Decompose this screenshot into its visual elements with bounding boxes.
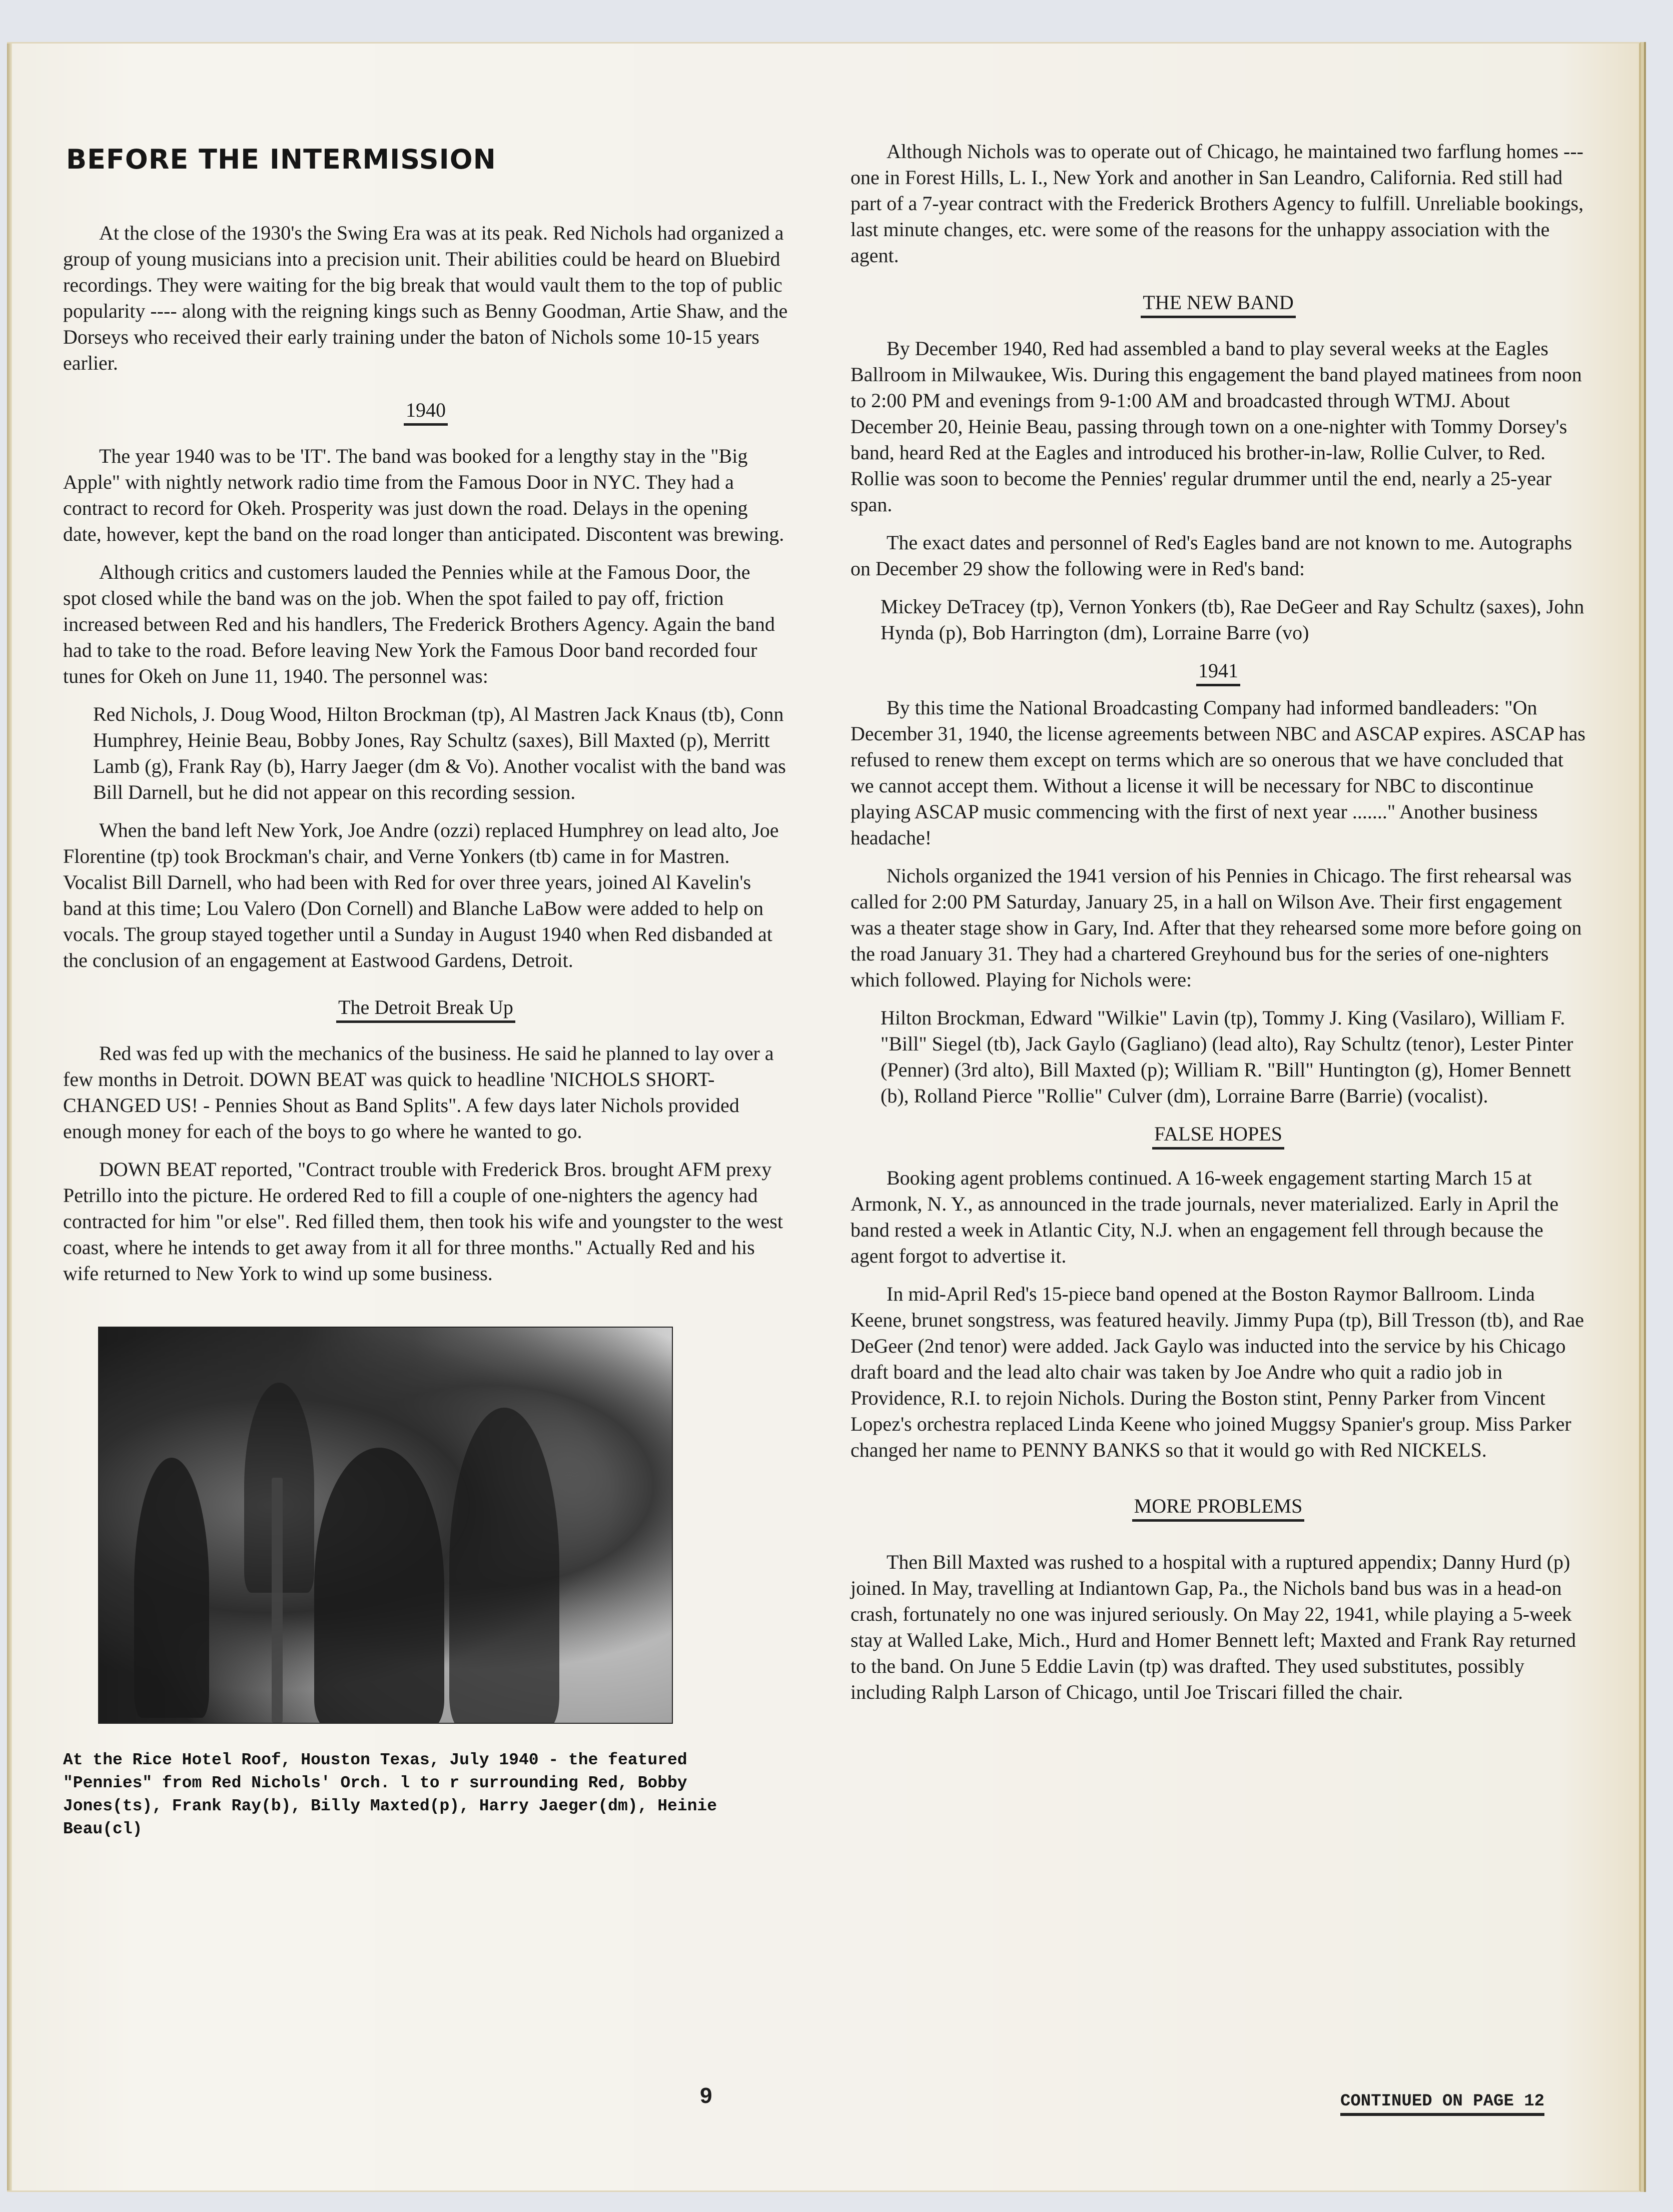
section-heading-more-problems: MORE PROBLEMS: [851, 1493, 1586, 1519]
paragraph: By this time the National Broadcasting Company had informed bandleaders: "On December 31, 1940, the license agreements between NBC and ASCAP expires. ASCAP has refused to renew them except on terms which are so onerous that we have concluded that we cannot accept them. Without a license it will be necessary for NBC to discontinue playing ASCAP music commencing with the first of next year ......." Another business headache!: [851, 696, 1585, 849]
microphone-stand: [272, 1478, 283, 1723]
right-column: [851, 139, 1586, 1717]
intro-paragraph: At the close of the 1930's the Swing Era was at its peak. Red Nichols had organized a group of young musicians into a precision unit. Their abilities could be heard on Bluebird recordings. They were waiting for the big break that would vault them to the top of public popularity ---- along with the reigning kings such as Benny Goodman, Artie Shaw, and the Dorseys who received their early training under the baton of Nichols some 10-15 years earlier.: [63, 222, 788, 374]
paragraph: Although Nichols was to operate out of Chicago, he maintained two farflung homes --- one in Forest Hills, L. I., New York and another in San Leandro, California. Red still had part of a 7-year contract with the Frederick Brothers Agency to fulfill. Unreliable bookings, last minute changes, etc. were some of the reasons for the unhappy association with the agent.: [851, 140, 1584, 267]
paragraph: The exact dates and personnel of Red's Eagles band are not known to me. Autographs on December 29 show the following were in Red's band:: [851, 531, 1572, 580]
photo-figure: [134, 1458, 209, 1718]
personnel-list: Hilton Brockman, Edward "Wilkie" Lavin (tp), Tommy J. King (Vasilaro), William F. "Bill" Siegel (tb), Jack Gaylo (Gagliano) (lead alto), Ray Schultz (tenor), Lester Pinter (Penner) (3rd alto), Bill Maxted (p); William R. "Bill" Huntington (g), Homer Bennett (b), Rolland Pierce "Rollie" Culver (dm), Lorraine Barre (Barrie) (vocalist).: [881, 1006, 1573, 1107]
section-heading-1940: 1940: [63, 397, 788, 423]
paragraph: Red was fed up with the mechanics of the business. He said he planned to lay over a few months in Detroit. DOWN BEAT was quick to headline 'NICHOLS SHORT-CHANGED US! - Pennies Shout as Band Splits". A few days later Nichols provided enough money for each of the boys to go where he wanted to go.: [63, 1042, 774, 1143]
paragraph: In mid-April Red's 15-piece band opened at the Boston Raymor Ballroom. Linda Keene, brunet songstress, was featured heavily. Jimmy Pupa (tp), Bill Tresson (tb), and Rae DeGeer (2nd tenor) were added. Jack Gaylo was inducted into the service by his Chicago draft board and the lead alto chair was taken by Joe Andre who quit a radio job in Providence, R.I. to rejoin Nichols. During the Boston stint, Penny Parker from Vincent Lopez's orchestra replaced Linda Keene who joined Muggsy Spanier's group. Miss Parker changed her name to PENNY BANKS so that it would go with Red NICKELS.: [851, 1283, 1584, 1461]
magazine-page: [7, 42, 1641, 2192]
section-heading-detroit: The Detroit Break Up: [63, 994, 788, 1020]
continued-link[interactable]: CONTINUED ON PAGE 12: [1340, 2092, 1544, 2116]
photo-figure: [449, 1408, 559, 1724]
photo-caption: At the Rice Hotel Roof, Houston Texas, July 1940 - the featured "Pennies" from Red Nichols' Orch. l to r surrounding Red, Bobby Jones(ts), Frank Ray(b), Billy Maxted(p), Harry Jaeger(dm), Heinie Beau(cl): [63, 1751, 717, 1838]
paragraph: When the band left New York, Joe Andre (ozzi) replaced Humphrey on lead alto, Joe Florentine (tp) took Brockman's chair, and Verne Yonkers (tb) came in for Mastren. Vocalist Bill Darnell, who had been with Red for over three years, joined Al Kavelin's band at this time; Lou Valero (Don Cornell) and Blanche LaBow were added to help on vocals. The group stayed together until a Sunday in August 1940 when Red disbanded at the conclusion of an engagement at Eastwood Gardens, Detroit.: [63, 819, 779, 971]
paragraph: The year 1940 was to be 'IT'. The band was booked for a lengthy stay in the "Big Apple" with nightly network radio time from the Famous Door in NYC. They had a contract to record for Okeh. Prosperity was just down the road. Delays in the opening date, however, kept the band on the road longer than anticipated. Discontent was brewing.: [63, 445, 784, 545]
personnel-list: Red Nichols, J. Doug Wood, Hilton Brockman (tp), Al Mastren Jack Knaus (tb), Conn Humphrey, Heinie Beau, Bobby Jones, Ray Schultz (saxes), Bill Maxted (p), Merritt Lamb (g), Frank Ray (b), Harry Jaeger (dm & Vo). Another vocalist with the band was Bill Darnell, but he did not appear on this recording session.: [93, 703, 786, 803]
section-heading-false-hopes: FALSE HOPES: [851, 1121, 1586, 1147]
photo-figure: [314, 1448, 444, 1724]
paragraph: Then Bill Maxted was rushed to a hospital with a ruptured appendix; Danny Hurd (p) joined. In May, travelling at Indiantown Gap, Pa., the Nichols band bus was in a head-on crash, fortunately no one was injured seriously. On May 22, 1941, while playing a 5-week stay at Walled Lake, Mich., Hurd and Homer Bennett left; Maxted and Frank Ray returned to the band. On June 5 Eddie Lavin (tp) was drafted. They used substitutes, possibly including Ralph Larson of Chicago, until Joe Triscari filled the chair.: [851, 1551, 1576, 1703]
paragraph: Nichols organized the 1941 version of his Pennies in Chicago. The first rehearsal was called for 2:00 PM Saturday, January 25, in a hall on Wilson Ave. Their first engagement was a theater stage show in Gary, Ind. After that they rehearsed some more before going on the road January 31. They had a chartered Greyhound bus for the series of one-nighters which followed. Playing for Nichols were:: [851, 864, 1582, 991]
paragraph: Although critics and customers lauded the Pennies while at the Famous Door, the spot closed while the band was on the job. When the spot failed to pay off, friction increased between Red and his handlers, The Frederick Brothers Agency. Again the band had to take to the road. Before leaving New York the Famous Door band recorded four tunes for Okeh on June 11, 1940. The personnel was:: [63, 561, 775, 687]
left-column: [63, 144, 788, 1841]
section-heading-1941: 1941: [851, 658, 1586, 684]
section-heading-new-band: THE NEW BAND: [851, 290, 1586, 316]
paragraph: Booking agent problems continued. A 16-week engagement starting March 15 at Armonk, N. Y., as announced in the trade journals, never materialized. Early in April the band rested a week in Atlantic City, N.J. when an engagement fell through because the agent forgot to advertise it.: [851, 1167, 1559, 1267]
article-title: BEFORE THE INTERMISSION: [66, 144, 496, 175]
personnel-list: Mickey DeTracey (tp), Vernon Yonkers (tb), Rae DeGeer and Ray Schultz (saxes), John Hynda (p), Bob Harrington (dm), Lorraine Barre (vo): [881, 595, 1584, 644]
paragraph: By December 1940, Red had assembled a band to play several weeks at the Eagles Ballroom in Milwaukee, Wis. During this engagement the band played matinees from noon to 2:00 PM and evenings from 9-1:00 AM and broadcasted through WTMJ. About December 20, Heinie Beau, passing through town on a one-nighter with Tommy Dorsey's band, heard Red at the Eagles and introduced his brother-in-law, Rollie Culver, to Red. Rollie was soon to become the Pennies' regular drummer until the end, nearly a 25-year span.: [851, 337, 1582, 516]
band-photo: [98, 1327, 673, 1724]
page-number: 9: [700, 2083, 712, 2108]
paragraph: DOWN BEAT reported, "Contract trouble with Frederick Bros. brought AFM prexy Petrillo into the picture. He ordered Red to fill a couple of one-nighters the agency had contracted for him "or else". Red filled them, then took his wife and youngster to the west coast, where he intends to get away from it all for three months." Actually Red and his wife returned to New York to wind up some business.: [63, 1158, 783, 1285]
